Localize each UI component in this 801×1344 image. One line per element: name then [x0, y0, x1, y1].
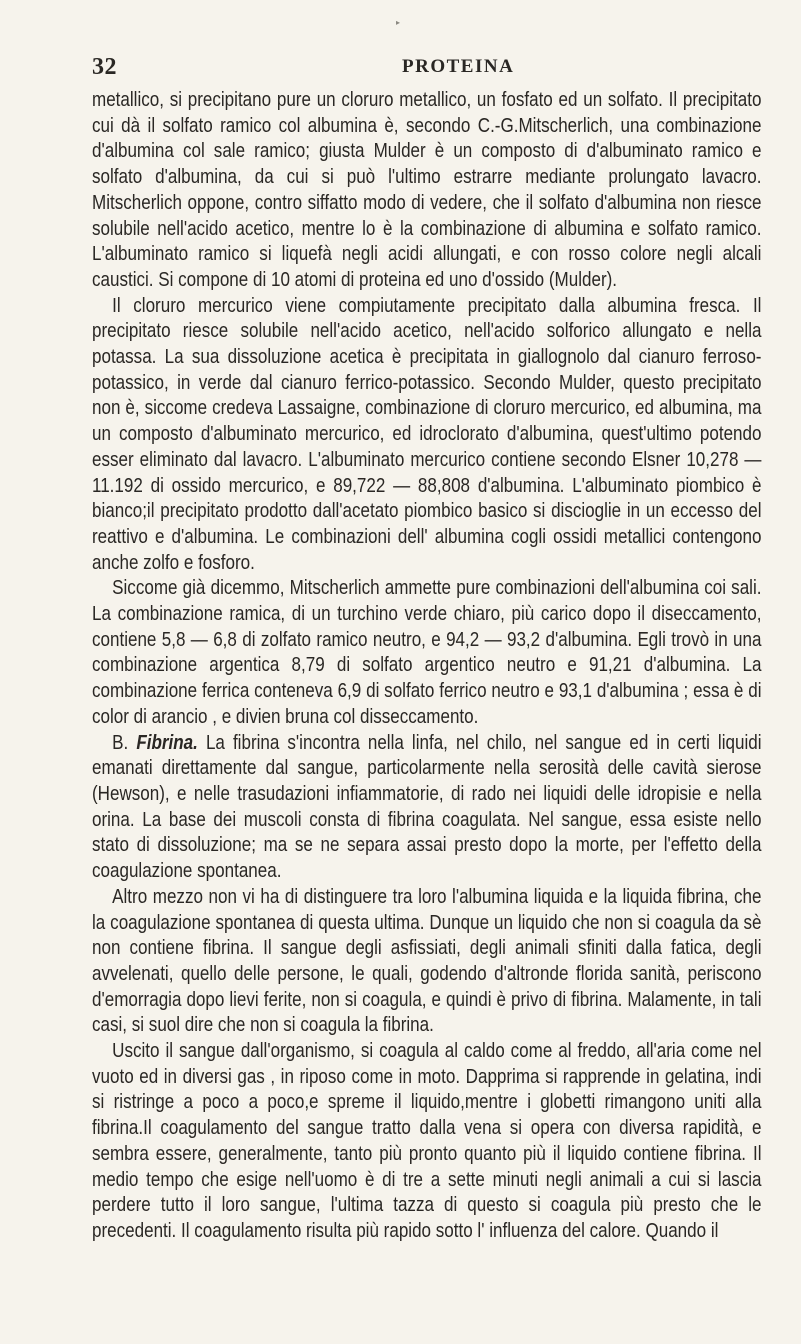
- paragraph: Il cloruro mercurico viene compiutamente precipitato dalla albumina fresca. Il precipitato riesce solubile nell'acido acetico, nell'acido solforico allungato e nella potassa. La sua dissoluzione acetica è precipitata in giallognolo dal cianuro ferroso-potassico, in verde dal cianuro ferrico-potassico. Secondo Mulder, questo precipitato non è, siccome credeva Lassaigne, combinazione di cloruro mercurico, ed albumina, ma un composto d'albuminato mercurico, ed idroclorato d'albumina, quest'ultimo potendo esser eliminato dal lavacro. L'albuminato mercurico contiene secondo Elsner 10,278 — 11.192 di ossido mercurico, e 89,722 — 88,808 d'albumina. L'albuminato piombico è bianco;il precipitato prodotto dall'acetato piombico basico si discioglie in un eccesso del reattivo e d'albumina. Le combinazioni dell' albumina cogli ossidi metallici contengono anche zolfo e fosforo.: [92, 294, 762, 574]
- section-heading: Fibrina.: [136, 731, 198, 754]
- section-letter: B.: [112, 731, 129, 754]
- paragraph: Uscito il sangue dall'organismo, si coagula al caldo come al freddo, all'aria come nel vuoto ed in diversi gas , in riposo come in moto. Dapprima si rapprende in gelatina, indi si ristringe a poco a poco,e spreme il liquido,mentre i globetti rimangono uniti alla fibrina.Il coagulamento del sangue tratto dalla vena si opera con diversa rapidità, e sembra essere, generalmente, tanto più pronto quanto più il liquido contiene fibrina. Il medio tempo che esige nell'uomo è di tre a sette minuti negli animali a cui si lascia perdere tutto il loro sangue, l'ultima tazza di questo si coagula più presto che le precedenti. Il coagulamento risulta più rapido sotto l' influenza del calore. Quando il: [92, 1040, 762, 1242]
- paragraph: metallico, si precipitano pure un cloruro metallico, un fosfato ed un solfato. Il precipitato cui dà il solfato ramico col albumina è, secondo C.-G.Mitscherlich, una combinazione d'albumina col sale ramico; giusta Mulder è un composto di d'albuminato ramico e solfato d'albumina, da cui si può l'ultimo estrarre mediante prolungato lavacro. Mitscherlich oppone, contro siffatto modo di vedere, che il solfato d'albumina non riesce solubile nell'acido acetico, mentre lo è la combinazione di albumina e solfato ramico. L'albuminato ramico si liquefà negli acidi allungati, e con rosso colore negli alcali caustici. Si compone di 10 atomi di proteina ed uno d'ossido (Mulder).: [92, 89, 762, 291]
- running-title: PROTEINA: [402, 56, 515, 77]
- page-number: 32: [92, 54, 117, 80]
- paragraph-fibrina: B. Fibrina. La fibrina s'incontra nella linfa, nel chilo, nel sangue ed in certi liquidi emanati direttamente dal sangue, particolarmente nella serosità delle cavità sierose (Hewson), e nelle trasudazioni infiammatorie, di rado nei liquidi delle idropisie e nella orina. La base dei muscoli consta di fibrina coagulata. Nel sangue, essa esiste nello stato di dissoluzione; ma se ne separa assai presto dopo la morte, per l'effetto della coagulazione spontanea.: [92, 731, 762, 883]
- page-corner-mark: ▸: [396, 18, 401, 27]
- paragraph: Siccome già dicemmo, Mitscherlich ammette pure combinazioni dell'albumina coi sali. La combinazione ramica, di un turchino verde chiaro, più carico dopo il diseccamento, contiene 5,8 — 6,8 di zolfato ramico neutro, e 94,2 — 93,2 d'albumina. Egli trovò in una combinazione argentica 8,79 di solfato argentico neutro e 91,21 d'albumina. La combinazione ferrica conteneva 6,9 di solfato ferrico neutro e 93,1 d'albumina ; essa è di color di arancio , e divien bruna col disseccamento.: [92, 577, 762, 728]
- body-text: [92, 88, 761, 1245]
- paragraph: Altro mezzo non vi ha di distinguere tra loro l'albumina liquida e la liquida fibrina, che la coagulazione spontanea di questa ultima. Dunque un liquido che non si coagula da sè non contiene fibrina. Il sangue degli asfissiati, degli animali sfiniti dalla fatica, degli avvelenati, quello delle persone, le quali, godendo d'altronde florida sanità, periscono d'emorragia dopo lievi ferite, non si coagula, e quindi è privo di fibrina. Malamente, in tali casi, si suol dire che non si coagula la fibrina.: [92, 885, 762, 1037]
- page-header: [92, 54, 762, 84]
